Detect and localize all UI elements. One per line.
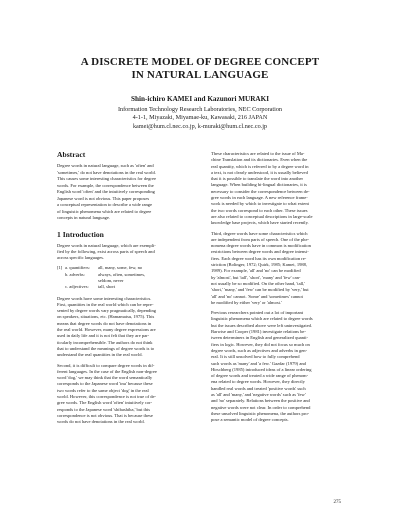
text-line: used in daily life and it is not felt that they are par- [57,333,150,339]
example-words-line: all, many, some, few, no [98,265,143,271]
abstract-line: Degree words in natural language, such as 'often' and [57,163,154,168]
right-paragraph-1 [211,151,364,227]
text-line: two words refer to the same object 'dog' in the real [57,387,149,393]
text-line: be modified by either 'very' or 'almost.' [211,299,282,305]
text-line: such words as 'many' and 'a few.' Gazdar (1979) and [211,360,306,366]
text-line: Third, degree words have some characteristics which [211,230,308,236]
text-line: negative words were not clear. In order to comprehend [211,404,311,410]
intro-paragraph-1 [57,243,210,262]
text-line: sented by degree words vary pragmatically, depending [57,308,157,314]
text-line: Degree words in natural language, which are exempli- [57,242,156,248]
text-line: means that degree words do not have denotations in [57,320,152,326]
affiliation-org: Information Technology Research Laboratories, NEC Corporation [117,106,283,113]
affiliation-address: 4-1-1, Miyazaki, Miyamae-ku, Kawasaki, 216 JAPAN [132,114,268,122]
text-line: First, quantities in the real world which can be repre- [57,301,154,307]
text-line: world. However, this correspondence is not true of de- [57,394,157,400]
text-line: that it is possible to translate the word into another [211,176,304,182]
title-line-1: A DISCRETE MODEL OF DEGREE CONCEPT [80,56,320,68]
author-names: Shin-ichiro KAMEI and Kazunori MURAKI [130,95,270,103]
page-number: 275 [333,500,341,505]
example-row [57,284,210,290]
example-category: c. adjectives: [65,284,89,290]
text-line: Degree words have some interesting characteristics. [57,295,152,301]
abstract-line: a conceptual representation to describe a wide range [57,202,153,207]
text-line: degree words, such as adjectives and adverbs in gen- [211,347,308,353]
text-line: correspondence is not obvious. That is because these [57,412,153,418]
text-line: eral. It is still unsolved how to fully comprehend [211,354,300,360]
affiliation-email: kamei@hum.cl.nec.co.jp, k-muraki@hum.cl.nec.co.jp [132,122,268,130]
example-number: [1] [57,265,63,271]
text-line: corresponds to the Japanese word 'inu' because these [57,381,153,387]
text-line: fiers. Each degree word has its own modification re- [211,255,307,261]
abstract-line: 'sometimes,' do not have denotations in the real world. [57,169,156,175]
text-line: gree words in each language. A new reference frame- [211,195,308,201]
text-line: ferent languages. In the case of the English non-degree [57,368,157,374]
text-line: 'short,' 'many,' and 'few' can be modified by 'very,' but [211,287,309,293]
intro-paragraph-3 [57,363,210,426]
text-line: as 'all' and 'many,' and 'negative words' such as 'few' [211,391,306,397]
abstract-line: Japanese word is not obvious. This paper proposes [57,195,150,201]
text-line: word 'dog,' we may think that the word semantically [57,375,153,381]
title-line-2: IN NATURAL LANGUAGE [131,69,269,81]
abstract-line: words. For example, the correspondence between the [57,182,154,188]
abstract-text [57,163,210,222]
text-line: real quantity, which is referred to by a degree word in [211,163,309,169]
text-line: gree words. The English word 'often' intuitively cor- [57,400,153,406]
text-line: across specific languages. [57,255,105,261]
text-line: fiers in logic. However, they did not focus so much on [211,341,310,347]
example-words-line: always, often, sometimes, [98,271,146,277]
affiliation-block [0,106,400,131]
text-line: words do not have denotations in the real world. [57,419,145,425]
text-line: of degree words and treated a wide range of phenom- [211,373,309,379]
text-line: Barwise and Cooper (1981) investigate relations be- [211,329,306,335]
introduction-heading: 1 Introduction [57,229,104,239]
text-line: Second, it is difficult to compare degree words in dif- [57,362,155,368]
text-line: ticularly incomprehensible. The authors do not think [57,339,153,345]
text-line: linguistic phenomena which are related to degree words [211,316,313,322]
intro-paragraph-2 [57,296,210,359]
text-line: that to understand the meanings of degree words is to [57,345,155,351]
right-paragraph-3 [211,310,364,423]
text-line: necessary to consider the correspondence between de- [211,188,310,194]
right-paragraph-2 [211,231,364,307]
abstract-line: concepts in natural language. [57,215,111,220]
text-line: Hirschberg (1985) introduced ideas of a linear ordering [211,366,312,372]
text-line: are independent from parts of speech. One of the phe- [211,236,309,242]
abstract-line: English word 'often' and the intuitively corresponding [57,189,155,194]
text-line: handled real words and treated 'positive words' such [211,385,306,391]
text-line: knowledge base projects, which have started recently. [211,220,309,226]
example-category: a. quantifiers: [65,265,90,271]
text-line: Previous researchers pointed out a lot of important [211,310,304,316]
text-line: by 'almost', but 'tall', 'short', 'many' and 'few' can- [211,274,301,280]
abstract-line: of linguistic phenomena which are related to degree [57,208,152,214]
text-line: language. When building bi-lingual dictionaries, it is [211,182,307,188]
text-line: ena related to degree words. However, they directly [211,379,305,385]
text-line: tween determiners in English and generalized quanti- [211,335,308,341]
text-line: nomena degree words have in common is modification [211,243,311,249]
text-line: fied by the following, exist across parts of speech and [57,248,155,254]
paper-title [0,56,400,82]
text-line: These characteristics are related to the issue of Ma- [211,151,305,156]
text-line: on speakers, situations, etc. (Hamamatsu, 1975). This [57,314,155,320]
text-line: these unsolved linguistic phenomena, the authors pro- [211,410,310,416]
text-line: understand the real quantities in the real world. [57,352,143,358]
example-row [57,272,210,285]
text-line: are also related to conceptual descriptions in large-scale [211,213,313,219]
text-line: restrictions between degree words and degree intensi- [211,249,309,255]
right-column [211,151,364,427]
left-column [57,150,210,430]
text-line: pose a semantic model of degree concepts. [211,417,289,423]
text-line: a text, is not clearly understood, it is usually believed [211,169,308,175]
text-line: the real world. However, many degree expressions are [57,327,156,333]
text-line: chine Translation and its dictionaries. Even when the [211,157,308,163]
example-words [98,272,210,285]
example-words-line: seldom, never [98,277,124,283]
example-words-line: tall, short [98,284,116,290]
text-line: not usually be so modified. On the other hand, 'tall,' [211,280,306,286]
text-line: but the issues described above were left uninvestigated. [211,322,313,328]
text-line: the two words correspond to each other. These issues [211,207,308,213]
example-words [98,284,210,290]
text-line: work is needed by which to investigate to what extent [211,201,309,207]
example-list [57,265,210,290]
abstract-line: This causes some interesting characteristics for degree [57,176,156,181]
example-category: b. adverbs: [65,271,85,277]
text-line: and 'no' separately. Relations between the positive and [211,398,310,404]
text-line: striction (Bolinger, 1972; Quirk, 1985; Kamei, 1988, [211,262,308,268]
text-line: 'all' and 'no' cannot. 'Some' and 'sometimes' cannot [211,293,303,299]
abstract-heading: Abstract [57,150,86,159]
text-line: 1989). For example, 'all' and 'no' can be modified [211,268,301,274]
text-line: responds to the Japanese word 'shibashiba,' but this [57,406,151,412]
